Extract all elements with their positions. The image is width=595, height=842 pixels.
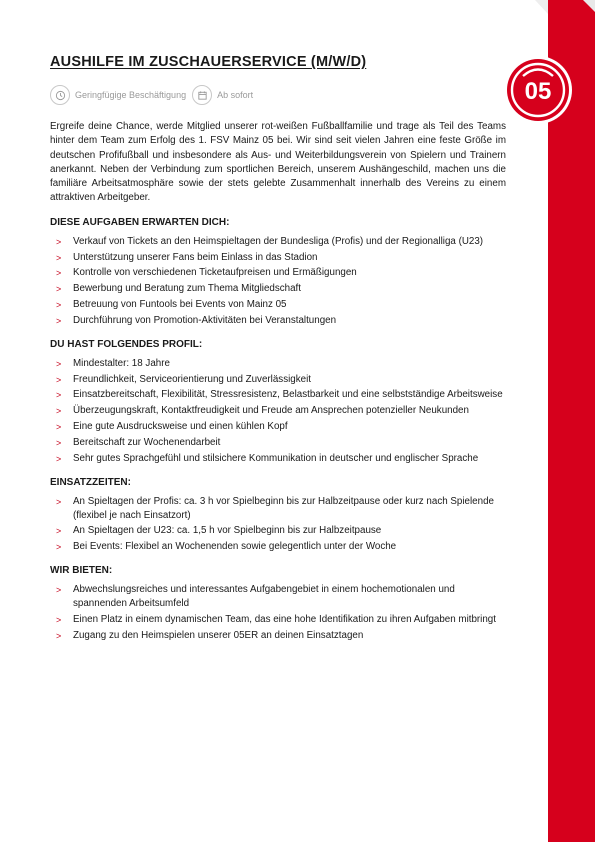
section-heading: EINSATZZEITEN: bbox=[50, 476, 131, 488]
clock-icon bbox=[50, 85, 70, 105]
list-item: > Freundlichkeit, Serviceorientierung und Zuverlässigkeit bbox=[50, 373, 506, 387]
list-item: > An Spieltagen der U23: ca. 1,5 h vor Spielbeginn bis zur Halbzeitpause bbox=[50, 524, 506, 538]
section-heading: DIESE AUFGABEN ERWARTEN DICH: bbox=[50, 216, 230, 228]
section-tasks bbox=[50, 217, 506, 328]
list-item: > Durchführung von Promotion-Aktivitäten bei Veranstaltungen bbox=[50, 314, 506, 328]
section-profile bbox=[50, 339, 506, 466]
list-item: > Betreuung von Funtools bei Events von Mainz 05 bbox=[50, 298, 506, 312]
calendar-icon bbox=[192, 85, 212, 105]
list-item: > Sehr gutes Sprachgefühl und stilsichere Kommunikation in deutscher und englischer Sprache bbox=[50, 452, 506, 466]
list-item: > Überzeugungskraft, Kontaktfreudigkeit und Freude am Ansprechen potenzieller Neukunden bbox=[50, 404, 506, 418]
list-item: > Unterstützung unserer Fans beim Einlass in das Stadion bbox=[50, 251, 506, 265]
job-posting bbox=[50, 54, 506, 645]
list-item: > Bereitschaft zur Wochenendarbeit bbox=[50, 436, 506, 450]
section-heading: DU HAST FOLGENDES PROFIL: bbox=[50, 338, 203, 350]
list-item: > Verkauf von Tickets an den Heimspieltagen der Bundesliga (Profis) und der Regionalliga (U23) bbox=[50, 235, 506, 249]
start-date-label: Ab sofort bbox=[217, 90, 254, 100]
intro-paragraph: Ergreife deine Chance, werde Mitglied unserer rot-weißen Fußballfamilie und trage als Teil des Teams hinter dem Team zum Erfolg des 1. FSV Mainz 05 bei. Wir sind seit vielen Jahren eine feste Größe im deutschen Profifußball und insbesondere als Aus- und Weiterbildungsverein von Spielern und Trainern anerkannt. Neben der Verbindung zum sportlichen Bereich, unserem Aushängeschild, machen uns die familiäre Arbeitsatmosphäre sowie der stets gelebte Zusammenhalt innerhalb des Vereins zu einem attraktiven Arbeitgeber. bbox=[50, 121, 506, 204]
employment-type-tag bbox=[50, 85, 186, 105]
list-item: > Bei Events: Flexibel an Wochenenden sowie gelegentlich unter der Woche bbox=[50, 540, 506, 554]
start-date-tag bbox=[192, 85, 253, 105]
list-item: > Eine gute Ausdrucksweise und einen kühlen Kopf bbox=[50, 420, 506, 434]
list-item: > Mindestalter: 18 Jahre bbox=[50, 357, 506, 371]
section-schedule bbox=[50, 477, 506, 555]
list-item: > Zugang zu den Heimspielen unserer 05ER an deinen Einsatztagen bbox=[50, 629, 506, 643]
section-offer bbox=[50, 565, 506, 643]
offer-list bbox=[50, 583, 506, 643]
list-item: > Einsatzbereitschaft, Flexibilität, Stressresistenz, Belastbarkeit und eine selbstständige Arbeitsweise bbox=[50, 388, 506, 402]
list-item: > Kontrolle von verschiedenen Ticketaufpreisen und Ermäßigungen bbox=[50, 266, 506, 280]
list-item: > Einen Platz in einem dynamischen Team, das eine hohe Identifikation zu ihren Aufgaben mitbringt bbox=[50, 613, 506, 627]
task-list bbox=[50, 235, 506, 328]
profile-list bbox=[50, 357, 506, 466]
list-item: > An Spieltagen der Profis: ca. 3 h vor Spielbeginn bis zur Halbzeitpause oder kurz nach Spielende (flexibel je nach Einsatzort) bbox=[50, 495, 506, 523]
section-heading: WIR BIETEN: bbox=[50, 565, 113, 577]
job-title: AUSHILFE IM ZUSCHAUERSERVICE (M/W/D) bbox=[50, 54, 367, 70]
logo-text: 05 bbox=[524, 78, 552, 105]
list-item: > Bewerbung und Beratung zum Thema Mitgliedschaft bbox=[50, 282, 506, 296]
list-item: > Abwechslungsreiches und interessantes Aufgabengebiet in einem hochemotionalen und spannenden Arbeitsumfeld bbox=[50, 583, 506, 611]
mainz-05-logo bbox=[503, 55, 573, 125]
employment-type-label: Geringfügige Beschäftigung bbox=[75, 90, 187, 100]
job-tags bbox=[50, 84, 506, 106]
schedule-list bbox=[50, 495, 506, 555]
